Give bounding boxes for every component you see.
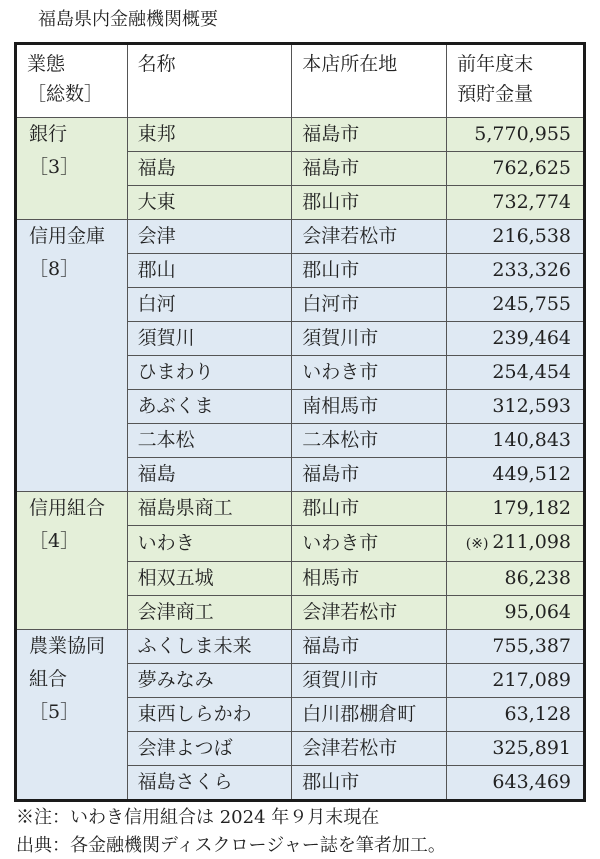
source-note: 出典：各金融機関ディスクロージャー誌を筆者加工。: [16, 835, 446, 856]
headquarters: 須賀川市: [292, 664, 447, 698]
deposit-value: 239,464: [492, 327, 571, 349]
table-row: [16, 630, 585, 664]
header-type: [16, 44, 128, 118]
institution-name: 福島: [127, 458, 292, 492]
institution-type-line: 組合: [29, 668, 68, 690]
deposit-cell: [447, 356, 585, 390]
deposit-cell: [447, 596, 585, 630]
headquarters: 会津若松市: [292, 220, 447, 254]
deposit-value: 86,238: [504, 567, 571, 589]
footnote: ※注：いわき信用組合は 2024 年９月末現在: [16, 807, 380, 828]
deposit-cell: [447, 732, 585, 766]
headquarters: いわき市: [292, 526, 447, 562]
deposit-value: 211,098: [492, 531, 571, 553]
deposit-cell: [447, 664, 585, 698]
headquarters: 郡山市: [292, 186, 447, 220]
header-name: 名称: [127, 44, 292, 118]
table-row: [16, 220, 585, 254]
deposit-value: 245,755: [492, 293, 571, 315]
institution-name: 東邦: [127, 118, 292, 152]
headquarters: 福島市: [292, 118, 447, 152]
headquarters: 会津若松市: [292, 732, 447, 766]
institution-name: 東西しらかわ: [127, 698, 292, 732]
institution-type: [16, 220, 128, 492]
header-type-line1: 業態: [27, 53, 66, 75]
headquarters: 二本松市: [292, 424, 447, 458]
deposit-cell: [447, 766, 585, 801]
table-row: [16, 492, 585, 526]
deposit-value: 140,843: [492, 429, 571, 451]
institution-type-line: ［5］: [29, 701, 80, 723]
deposit-cell: [447, 288, 585, 322]
headquarters: 郡山市: [292, 254, 447, 288]
table-row: [16, 118, 585, 152]
institution-name: 福島県商工: [127, 492, 292, 526]
deposit-cell: [447, 390, 585, 424]
headquarters: 会津若松市: [292, 596, 447, 630]
headquarters: 郡山市: [292, 492, 447, 526]
headquarters: 南相馬市: [292, 390, 447, 424]
institution-type-line: ［8］: [29, 258, 80, 280]
deposit-value: 762,625: [492, 157, 571, 179]
institution-name: ふくしま未来: [127, 630, 292, 664]
deposit-value: 325,891: [492, 737, 571, 759]
institution-type-line: 信用組合: [29, 497, 106, 519]
institution-type-line: 銀行: [29, 123, 68, 145]
deposit-value: 5,770,955: [474, 123, 571, 145]
deposit-value: 179,182: [492, 497, 571, 519]
footnote-marker: (※): [465, 536, 489, 552]
financial-institutions-table: [14, 42, 586, 802]
headquarters: 白川郡棚倉町: [292, 698, 447, 732]
deposit-cell: [447, 322, 585, 356]
institution-name: あぶくま: [127, 390, 292, 424]
header-deposit-line1: 前年度末: [457, 53, 534, 75]
deposit-value: 63,128: [504, 703, 571, 725]
deposit-cell: [447, 492, 585, 526]
deposit-cell: [447, 152, 585, 186]
institution-type: [16, 492, 128, 630]
deposit-cell: [447, 562, 585, 596]
deposit-value: 643,469: [492, 771, 571, 793]
headquarters: 須賀川市: [292, 322, 447, 356]
deposit-value: 449,512: [492, 463, 571, 485]
headquarters: 白河市: [292, 288, 447, 322]
institution-name: 会津よつば: [127, 732, 292, 766]
institution-name: 白河: [127, 288, 292, 322]
headquarters: 福島市: [292, 630, 447, 664]
institution-name: 須賀川: [127, 322, 292, 356]
institution-name: 会津商工: [127, 596, 292, 630]
table-body: [16, 118, 585, 801]
deposit-cell: [447, 118, 585, 152]
deposit-cell: [447, 220, 585, 254]
header-deposit-line2: 預貯金量: [457, 83, 534, 105]
deposit-value: 216,538: [492, 225, 571, 247]
header-row: [16, 44, 585, 118]
header-hq: 本店所在地: [292, 44, 447, 118]
deposit-cell: [447, 458, 585, 492]
institution-type-line: ［3］: [29, 156, 80, 178]
deposit-value: 95,064: [504, 601, 571, 623]
institution-type: [16, 630, 128, 801]
deposit-value: 312,593: [492, 395, 571, 417]
header-deposit: [447, 44, 585, 118]
deposit-cell: [447, 424, 585, 458]
institution-name: ひまわり: [127, 356, 292, 390]
headquarters: 郡山市: [292, 766, 447, 801]
institution-name: 福島さくら: [127, 766, 292, 801]
institution-name: 会津: [127, 220, 292, 254]
institution-name: いわき: [127, 526, 292, 562]
headquarters: いわき市: [292, 356, 447, 390]
deposit-value: 755,387: [492, 635, 571, 657]
deposit-value: 217,089: [492, 669, 571, 691]
deposit-value: 233,326: [492, 259, 571, 281]
institution-type: [16, 118, 128, 220]
header-type-line2: ［総数］: [27, 83, 104, 105]
deposit-cell: [447, 630, 585, 664]
headquarters: 相馬市: [292, 562, 447, 596]
deposit-value: 732,774: [492, 191, 571, 213]
deposit-cell: [447, 254, 585, 288]
institution-name: 大東: [127, 186, 292, 220]
institution-type-line: ［4］: [29, 530, 80, 552]
headquarters: 福島市: [292, 458, 447, 492]
institution-type-line: 信用金庫: [29, 225, 106, 247]
headquarters: 福島市: [292, 152, 447, 186]
institution-name: 相双五城: [127, 562, 292, 596]
deposit-cell: [447, 526, 585, 562]
institution-name: 二本松: [127, 424, 292, 458]
institution-type-line: 農業協同: [29, 635, 106, 657]
deposit-cell: [447, 698, 585, 732]
institution-name: 福島: [127, 152, 292, 186]
page-title: 福島県内金融機関概要: [38, 9, 218, 30]
institution-name: 郡山: [127, 254, 292, 288]
institution-name: 夢みなみ: [127, 664, 292, 698]
deposit-value: 254,454: [492, 361, 571, 383]
deposit-cell: [447, 186, 585, 220]
